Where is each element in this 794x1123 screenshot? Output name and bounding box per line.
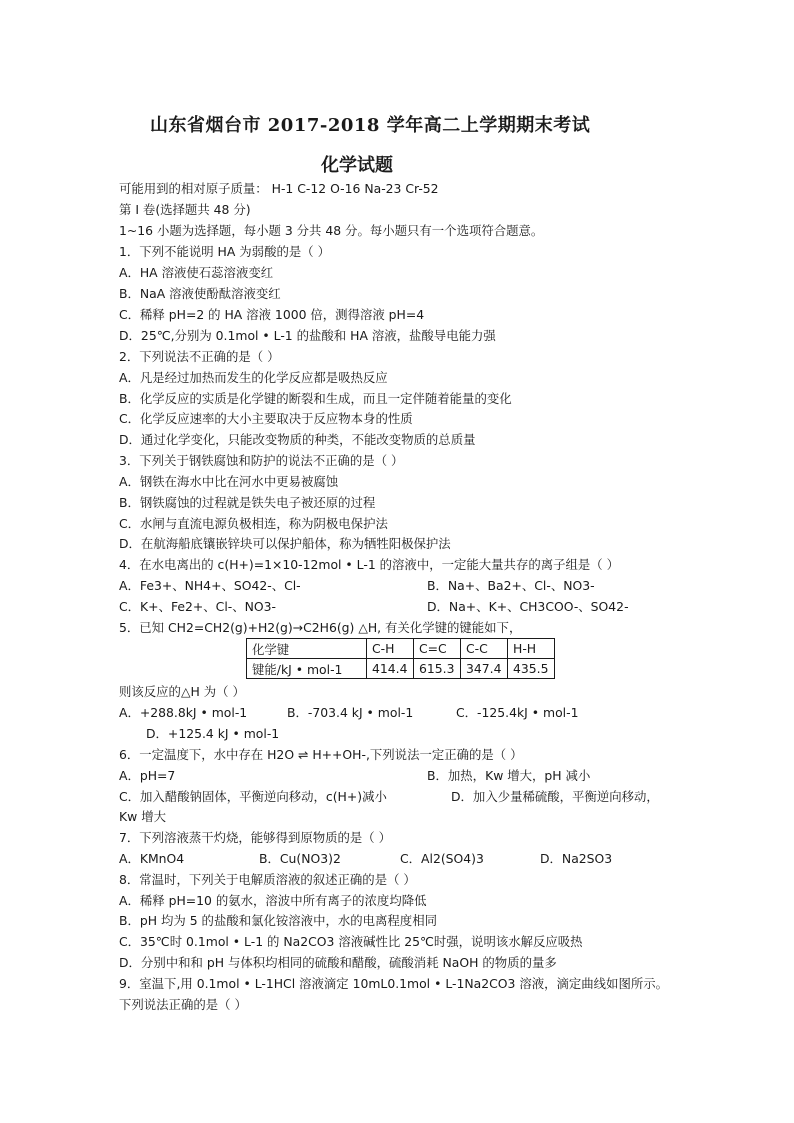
question-1-option-b: B．NaA 溶液使酚酞溶液变红 bbox=[119, 286, 281, 301]
question-1-option-d: D．25℃,分别为 0.1mol • L-1 的盐酸和 HA 溶液，盐酸导电能力强 bbox=[119, 328, 496, 343]
question-2-option-b: B．化学反应的实质是化学键的断裂和生成，而且一定伴随着能量的变化 bbox=[119, 391, 512, 406]
exam-subtitle: 化学试题 bbox=[321, 155, 393, 176]
question-7-option-a: A．KMnO4 bbox=[119, 851, 185, 866]
bond-table-bond-2: C=C bbox=[414, 639, 461, 659]
question-3-option-d: D．在航海船底镶嵌锌块可以保护船体，称为牺牲阳极保护法 bbox=[119, 536, 451, 551]
question-7-option-c: C．Al2(SO4)3 bbox=[400, 851, 484, 866]
question-6-option-b: B．加热，Kw 增大，pH 减小 bbox=[427, 768, 591, 783]
question-7-stem: 7．下列溶液蒸干灼烧，能够得到原物质的是（ ） bbox=[119, 830, 392, 845]
question-5-option-c: C．-125.4kJ • mol-1 bbox=[456, 705, 579, 720]
bond-table-energy-4: 435.5 bbox=[508, 659, 555, 679]
question-2-option-c: C．化学反应速率的大小主要取决于反应物本身的性质 bbox=[119, 411, 413, 426]
bond-table-row-label: 键能/kJ • mol-1 bbox=[247, 659, 367, 679]
question-5-option-b: B．-703.4 kJ • mol-1 bbox=[287, 705, 414, 720]
bond-table-energy-2: 615.3 bbox=[414, 659, 461, 679]
bond-table-header-label: 化学键 bbox=[247, 639, 367, 659]
question-2-stem: 2．下列说法不正确的是（ ） bbox=[119, 349, 280, 364]
question-5-ask: 则该反应的△H 为（ ） bbox=[119, 684, 245, 699]
question-3-stem: 3．下列关于钢铁腐蚀和防护的说法不正确的是（ ） bbox=[119, 453, 404, 468]
exam-title: 山东省烟台市 2017-2018 学年高二上学期期末考试 bbox=[150, 115, 591, 136]
question-7-option-d: D．Na2SO3 bbox=[540, 851, 613, 866]
question-5-option-a: A．+288.8kJ • mol-1 bbox=[119, 705, 248, 720]
question-2-option-a: A．凡是经过加热而发生的化学反应都是吸热反应 bbox=[119, 370, 388, 385]
question-4-option-c: C．K+、Fe2+、Cl-、NO3- bbox=[119, 599, 276, 614]
bond-energy-table bbox=[246, 638, 555, 679]
instruction-line: 1~16 小题为选择题，每小题 3 分共 48 分。每小题只有一个选项符合题意。 bbox=[119, 223, 544, 238]
question-3-option-b: B．钢铁腐蚀的过程就是铁失电子被还原的过程 bbox=[119, 495, 376, 510]
bond-table-bond-1: C-H bbox=[367, 639, 414, 659]
question-8-option-c: C．35℃时 0.1mol • L-1 的 Na2CO3 溶液碱性比 25℃时强，说明该水解反应吸热 bbox=[119, 934, 583, 949]
question-6-stem: 6．一定温度下，水中存在 H2O ⇌ H++OH-,下列说法一定正确的是（ ） bbox=[119, 747, 523, 762]
question-4-option-d: D．Na+、K+、CH3COO-、SO42- bbox=[427, 599, 629, 614]
question-4-option-b: B．Na+、Ba2+、Cl-、NO3- bbox=[427, 578, 595, 593]
question-8-option-a: A．稀释 pH=10 的氨水，溶波中所有离子的浓度均降低 bbox=[119, 893, 427, 908]
atomic-mass-line: 可能用到的相对原子质量： H-1 C-12 O-16 Na-23 Cr-52 bbox=[119, 181, 439, 196]
question-6-option-c: C．加入醋酸钠固体，平衡逆向移动，c(H+)减小 bbox=[119, 789, 387, 804]
question-7-option-b: B．Cu(NO3)2 bbox=[259, 851, 341, 866]
bond-table-bond-4: H-H bbox=[508, 639, 555, 659]
question-5-stem: 5．已知 CH2=CH2(g)+H2(g)→C2H6(g) △H, 有关化学键的键能如下， bbox=[119, 620, 522, 635]
question-5-option-d: D．+125.4 kJ • mol-1 bbox=[146, 726, 280, 741]
question-6-option-a: A．pH=7 bbox=[119, 768, 176, 783]
question-1-option-a: A．HA 溶液使石蕊溶液变红 bbox=[119, 265, 274, 280]
bond-table-header-row bbox=[247, 639, 555, 659]
question-8-option-d: D．分别中和和 pH 与体积均相同的硫酸和醋酸，硫酸消耗 NaOH 的物质的量多 bbox=[119, 955, 557, 970]
question-6-option-d-continued: Kw 增大 bbox=[119, 809, 166, 824]
bond-table-energy-3: 347.4 bbox=[461, 659, 508, 679]
question-4-option-a: A．Fe3+、NH4+、SO42-、Cl- bbox=[119, 578, 301, 593]
bond-table-energy-row bbox=[247, 659, 555, 679]
question-1-option-c: C．稀释 pH=2 的 HA 溶液 1000 倍，测得溶液 pH=4 bbox=[119, 307, 425, 322]
bond-table-energy-1: 414.4 bbox=[367, 659, 414, 679]
question-2-option-d: D．通过化学变化，只能改变物质的种类，不能改变物质的总质量 bbox=[119, 432, 476, 447]
part-heading: 第 I 卷(选择题共 48 分) bbox=[119, 202, 251, 217]
question-6-option-d: D．加入少量稀硫酸，平衡逆向移动， bbox=[451, 789, 659, 804]
bond-table-bond-3: C-C bbox=[461, 639, 508, 659]
question-9-stem: 9．室温下,用 0.1mol • L-1HCl 溶液滴定 10mL0.1mol • L-1Na2CO3 溶液，滴定曲线如图所示。 bbox=[119, 976, 669, 991]
question-3-option-c: C．水闸与直流电源负极相连，称为阴极电保护法 bbox=[119, 516, 388, 531]
question-8-stem: 8．常温时，下列关于电解质溶液的叙述正确的是（ ） bbox=[119, 872, 416, 887]
question-8-option-b: B．pH 均为 5 的盐酸和氯化铵溶液中，水的电离程度相同 bbox=[119, 913, 437, 928]
question-9-stem-continued: 下列说法正确的是（ ） bbox=[119, 997, 247, 1012]
question-1-stem: 1．下列不能说明 HA 为弱酸的是（ ） bbox=[119, 244, 330, 259]
question-3-option-a: A．钢铁在海水中比在河水中更易被腐蚀 bbox=[119, 474, 339, 489]
question-4-stem: 4．在水电离出的 c(H+)=1×10-12mol • L-1 的溶液中，一定能大量共存的离子组是（ ） bbox=[119, 557, 620, 572]
